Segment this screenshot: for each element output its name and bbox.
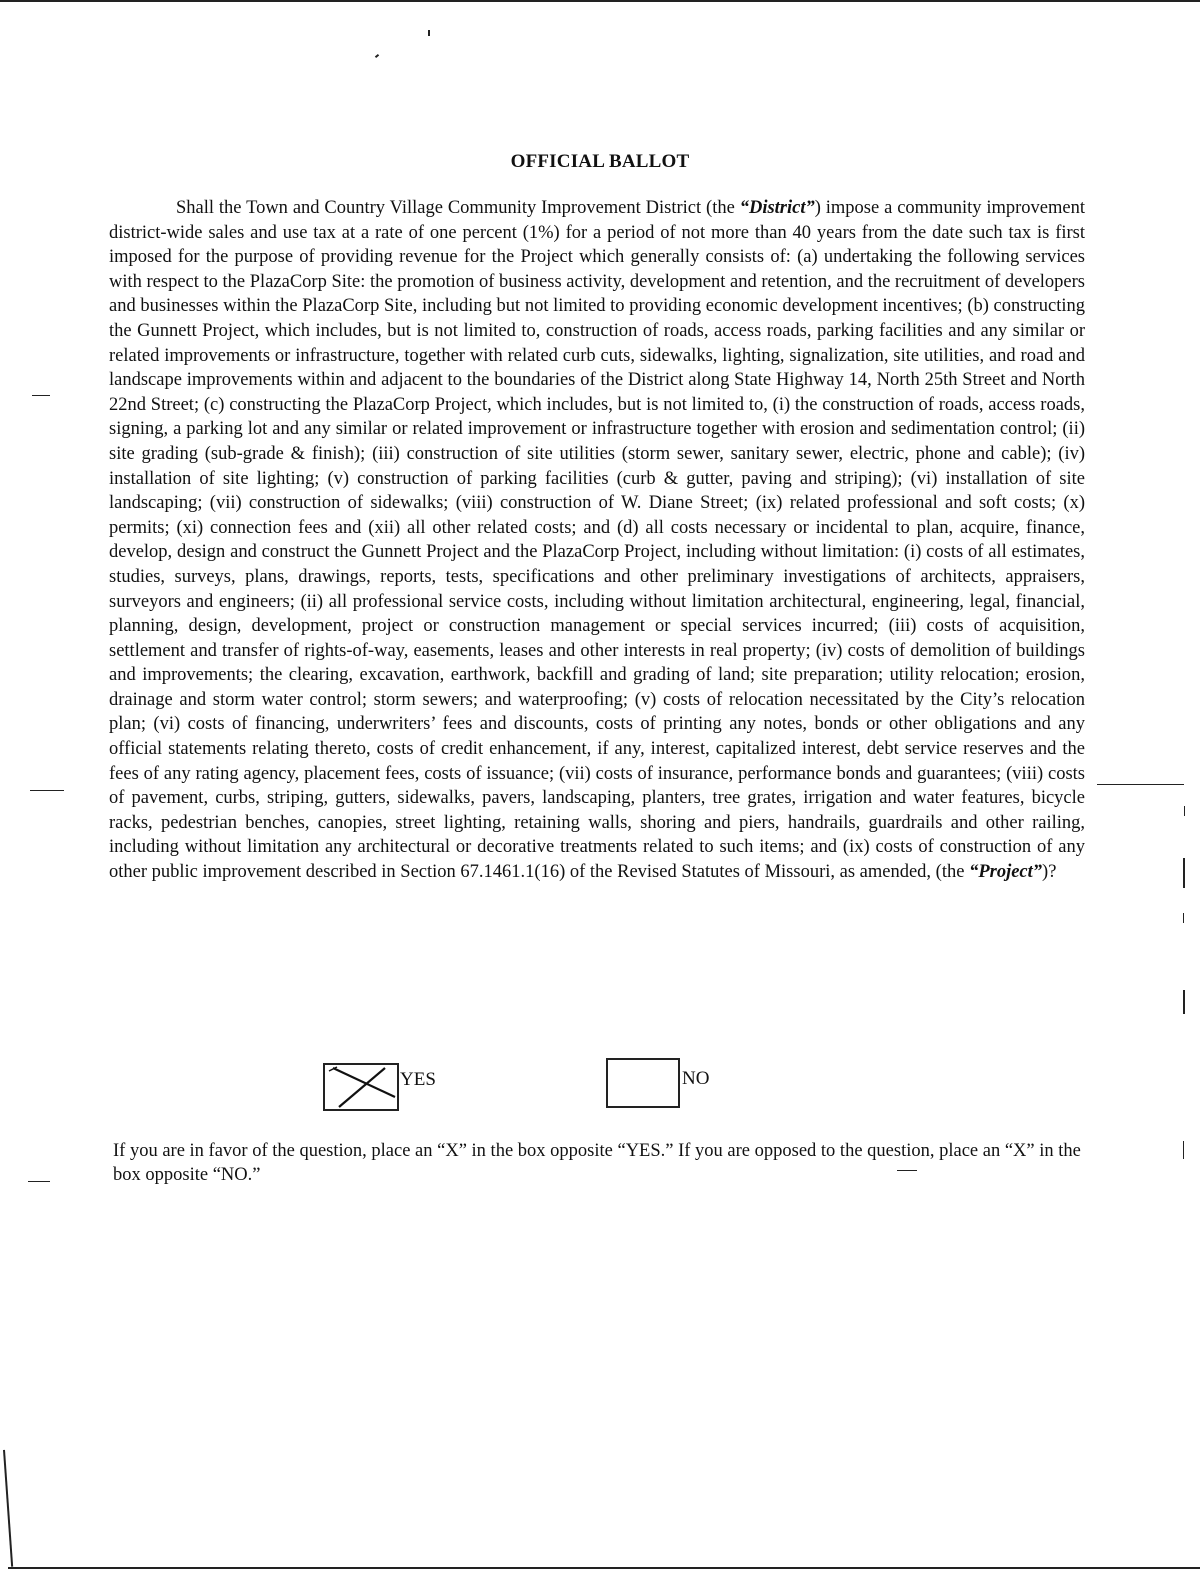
question-text-part2: ) impose a community improvement district-wide sales and use tax at a rate of one percent (1%) for a period of not more than 40 years from the date such tax is first imposed for the purpose of providing revenue for the Project which generally consists of: (a) undertaking the following services with respect to the PlazaCorp Site: the promotion of business activity, development and retention, and the recruitment of developers and businesses within the PlazaCorp Site, including but not limited to providing economic development incentives; (b) constructing the Gunnett Project, which includes, but is not limited to, construction of roads, access roads, parking facilities and any similar or related improvements or infrastructure, together with related curb cuts, sidewalks, lighting, signalization, site utilities, and road and landscape improvements within and adjacent to the boundaries of the District along State Highway 14, North 25th Street and North 22nd Street; (c) constructing the PlazaCorp Project, which includes, but is not limited to, (i) the construction of roads, access roads, signing, a parking lot and any similar or related improvement or infrastructure together with erosion and sedimentation control; (ii) site grading (sub-grade & finish); (iii) construction of site utilities (storm sewer, sanitary sewer, electric, phone and cable); (iv) installation of site lighting; (v) construction of parking facilities (curb & gutter, paving and striping); (vi) installation of site landscaping; (vii) construction of sidewalks; (viii) construction of W. Diane Street; (ix) related professional and soft costs; (x) permits; (xi) connection fees and (xii) all other related costs; and (d) all costs necessary or incidental to plan, acquire, finance, develop, design and construct the Gunnett Project and the PlazaCorp Project, including without limitation: (i) costs of all estimates, studies, surveys, plans, drawings, reports, tests, specifications and other preliminary investigations of architects, appraisers, surveyors and engineers; (ii) all professional service costs, including without limitation architectural, engineering, legal, financial, planning, design, development, project or construction management or special services incurred; (iii) costs of acquisition, settlement and transfer of rights-of-way, easements, leases and other interests in real property; (iv) costs of demolition of buildings and improvements; the clearing, excavation, earthwork, backfill and grading of land; site preparation; utility relocation; erosion, drainage and storm water control; storm sewers; and waterproofing; (v) costs of relocation necessitated by the City’s relocation plan; (vi) costs of financing, underwriters’ fees and discounts, costs of printing any notes, bonds or other obligations and any official statements relating thereto, costs of credit enhancement, if any, interest, capitalized interest, debt service reserves and the fees of any rating agency, placement fees, costs of issuance; (vii) costs of insurance, performance bonds and guarantees; (viii) costs of pavement, curbs, striping, gutters, sidewalks, pavers, landscaping, planters, tree grates, irrigation and water features, bicycle racks, pedestrian benches, canopies, street lighting, retaining walls, shoring and piers, handrails, guardrails and other railing, including without limitation any architectural or decorative treatments related to such items; and (ix) costs of construction of any other public improvement described in Section 67.1461.1(16) of the Revised Statutes of Missouri, as amended, (the — [109, 198, 1086, 883]
x-mark-icon — [325, 1065, 397, 1109]
yes-checkbox[interactable] — [323, 1063, 399, 1111]
scan-dash-left-1 — [32, 395, 50, 396]
scan-dash-left-2 — [30, 790, 64, 791]
yes-label: YES — [400, 1069, 436, 1090]
project-defined-term: “Project” — [969, 862, 1043, 883]
scan-mark-top-small — [375, 54, 379, 58]
question-text-part3: )? — [1042, 862, 1057, 883]
scan-mark-right-1 — [1184, 806, 1185, 816]
scan-top-edge-line — [0, 0, 1200, 2]
district-defined-term: “District” — [739, 198, 815, 218]
ballot-question — [109, 196, 1085, 885]
scan-dash-left-3 — [28, 1181, 50, 1182]
ballot-title: OFFICIAL BALLOT — [510, 151, 690, 172]
scan-mark-right-5 — [1183, 1141, 1184, 1159]
voting-instructions: If you are in favor of the question, place an “X” in the box opposite “YES.” If you are opposed to the question, place an “X” in the box opposite “NO.” — [113, 1141, 1081, 1185]
scan-mark-right-3 — [1183, 913, 1184, 923]
question-text-part1: Shall the Town and Country Village Community Improvement District (the — [176, 198, 740, 218]
no-label: NO — [682, 1068, 710, 1089]
scan-mark-top — [428, 30, 430, 36]
scan-dash-right-1 — [1097, 784, 1184, 785]
scan-bottom-edge-line — [8, 1567, 1200, 1569]
scan-left-edge-line — [3, 1450, 13, 1567]
scan-mark-right-2 — [1183, 858, 1185, 888]
no-checkbox[interactable] — [606, 1058, 680, 1108]
scan-mark-right-4 — [1183, 990, 1185, 1014]
